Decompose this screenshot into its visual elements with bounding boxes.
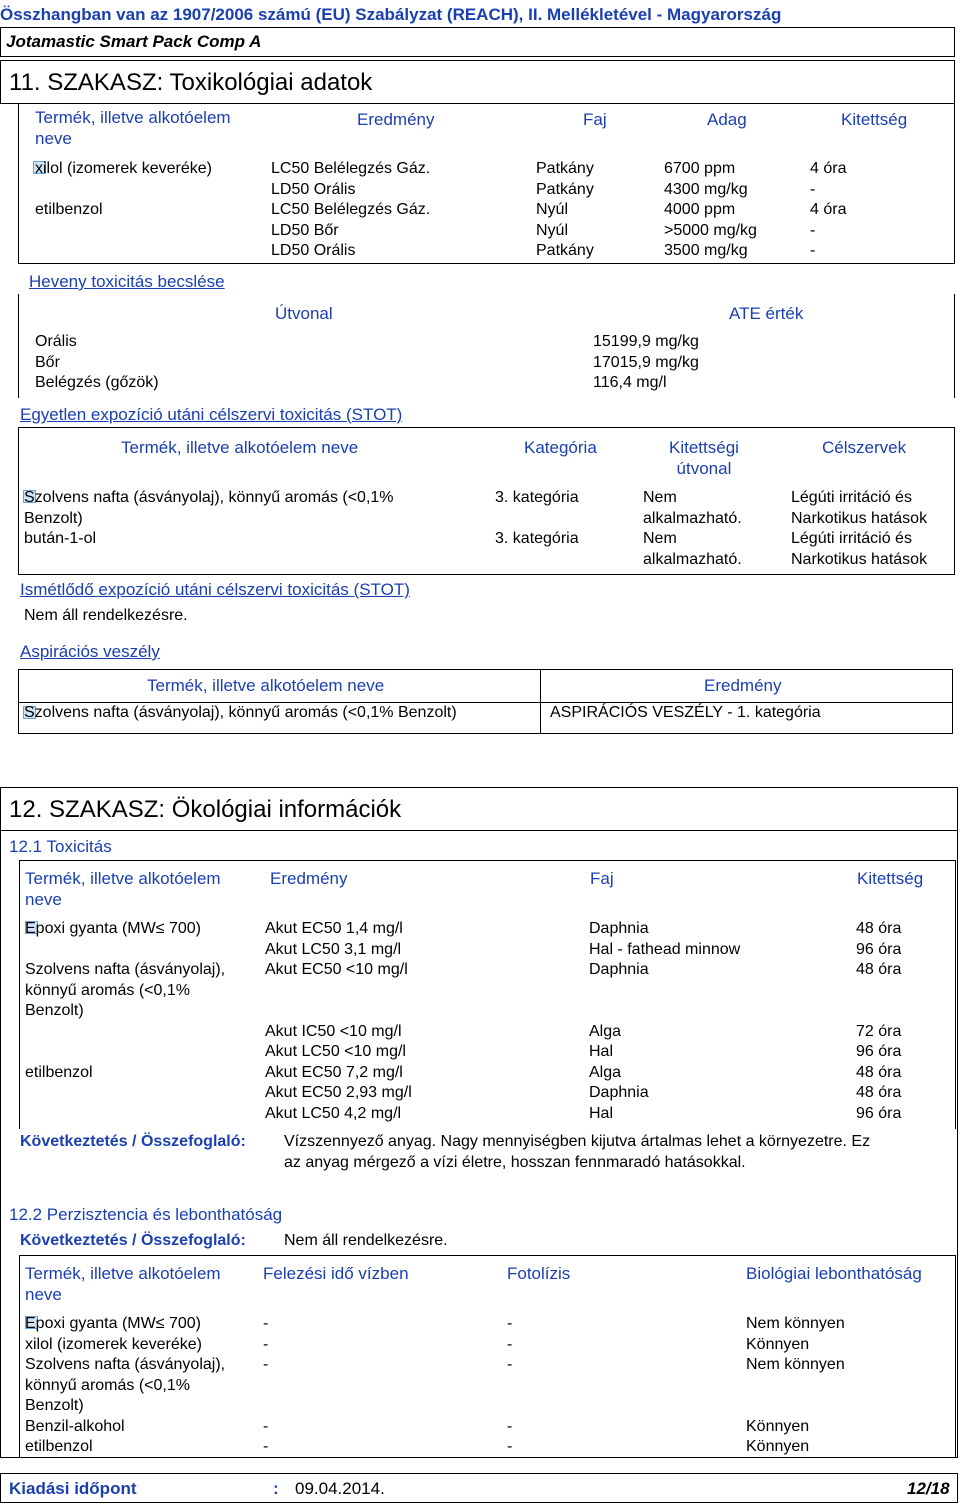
eco-header-name: Termék, illetve alkotóelem neve — [25, 869, 221, 909]
section11-title-box — [0, 60, 955, 104]
product-box — [0, 27, 955, 57]
stot-header-route: Kitettségi útvonal — [669, 438, 739, 478]
persistence-heading: 12.2 Perzisztencia és lebonthatóság — [9, 1205, 283, 1224]
pers-photolysis: - - - - - — [507, 1315, 513, 1455]
stot-repeated-heading: Ismétlődő expozíció utáni célszervi toxicitás (STOT) — [20, 580, 410, 599]
eco-results: Akut EC50 1,4 mg/l Akut LC50 3,1 mg/l Akut EC50 <10 mg/l Akut IC50 <10 mg/l Akut LC50 <10 mg/l Akut EC50 7,2 mg/l Akut EC50 2,93 mg/l Akut LC50 4,2 mg/l — [265, 920, 412, 1122]
pers-halflife: - - - - - — [263, 1315, 269, 1455]
tox-header-exposure: Kitettség — [841, 110, 908, 129]
footer-separator: : — [273, 1479, 279, 1498]
eco-header-species: Faj — [590, 869, 614, 888]
pers-header-photolysis: Fotolízis — [507, 1264, 571, 1283]
tox-exposures: 4 óra - 4 óra - - — [810, 160, 847, 259]
eco-header-exposure: Kitettség — [857, 869, 924, 888]
eco-names: Epoxi gyanta (MW≤ 700) Szolvens nafta (ásványolaj), könnyű aromás (<0,1% Benzolt) etilbenzol — [25, 920, 226, 1081]
acute-header-ate: ATE érték — [729, 304, 804, 323]
regulation-header: Összhangban van az 1907/2006 számú (EU) Szabályzat (REACH), II. Mellékletével - Magyarország — [0, 5, 782, 24]
eco-tox-table — [19, 860, 956, 1129]
acute-routes: Orális Bőr Belégzés (gőzök) — [35, 333, 159, 391]
tox-species: Patkány Patkány Nyúl Nyúl Patkány — [536, 160, 594, 259]
pers-header-halflife: Felezési idő vízben — [263, 1264, 409, 1283]
section11-title: 11. SZAKASZ: Toxikológiai adatok — [9, 69, 373, 96]
aspiration-table — [18, 669, 953, 734]
pers-biodeg: Nem könnyen Könnyen Nem könnyen Könnyen Könnyen — [746, 1315, 845, 1455]
footer-label: Kiadási időpont — [9, 1479, 137, 1498]
tox-conclusion-text: Vízszennyező anyag. Nagy mennyiségben kijutva ártalmas lehet a környezetre. Ez az anyag mérgező a vízi életre, hosszan fennmaradó hatásokkal. — [284, 1133, 871, 1171]
stot-names: Szolvens nafta (ásványolaj), könnyű aromás (<0,1% Benzolt) bután-1-ol — [24, 489, 394, 547]
eco-exposures: 48 óra 96 óra 48 óra 72 óra 96 óra 48 óra 48 óra 96 óra — [856, 920, 902, 1122]
footer-page: 12/18 — [907, 1479, 950, 1498]
aspiration-header-result: Eredmény — [704, 676, 782, 695]
stot-repeated-text: Nem áll rendelkezésre. — [24, 607, 188, 624]
tox-doses: 6700 ppm 4300 mg/kg 4000 ppm >5000 mg/kg 3500 mg/kg — [664, 160, 757, 259]
stot-categories: 3. kategória 3. kategória — [495, 489, 579, 547]
persistence-conclusion-label: Következtetés / Összefoglaló: — [20, 1232, 246, 1249]
acute-table — [18, 294, 955, 398]
tox-names: xilol (izomerek keveréke) etilbenzol — [35, 160, 212, 218]
eco-header-result: Eredmény — [270, 869, 348, 888]
stot-header-name: Termék, illetve alkotóelem neve — [121, 438, 359, 457]
persistence-table — [19, 1255, 956, 1458]
aspiration-row-divider — [19, 702, 952, 703]
pers-header-biodeg: Biológiai lebonthatóság — [746, 1264, 922, 1283]
stot-header-category: Kategória — [524, 438, 597, 457]
tox-table — [18, 104, 955, 264]
tox-header-dose: Adag — [707, 110, 747, 129]
footer-date: 09.04.2014. — [295, 1479, 385, 1498]
tox-header-species: Faj — [583, 110, 607, 129]
aspiration-heading: Aspirációs veszély — [20, 642, 160, 661]
section12-title: 12. SZAKASZ: Ökológiai információk — [9, 796, 402, 823]
pers-names: Epoxi gyanta (MW≤ 700) xilol (izomerek keveréke) Szolvens nafta (ásványolaj), könnyű aromás (<0,1% Benzolt) Benzil-alkohol etilbenzol — [25, 1315, 226, 1455]
aspiration-header-name: Termék, illetve alkotóelem neve — [147, 676, 385, 695]
product-name: Jotamastic Smart Pack Comp A — [6, 32, 262, 51]
tox-conclusion-label: Következtetés / Összefoglaló: — [20, 1133, 246, 1150]
acute-header-route: Útvonal — [275, 304, 333, 323]
tox-header-name: Termék, illetve alkotóelem neve — [35, 108, 231, 148]
pers-header-name: Termék, illetve alkotóelem neve — [25, 1264, 221, 1304]
persistence-conclusion-text: Nem áll rendelkezésre. — [284, 1232, 448, 1249]
eco-species: Daphnia Hal - fathead minnow Daphnia Alga Hal Alga Daphnia Hal — [589, 920, 741, 1122]
aspiration-result: ASPIRÁCIÓS VESZÉLY - 1. kategória — [550, 704, 821, 721]
stot-header-organs: Célszervek — [822, 438, 907, 457]
tox-results: LC50 Belélegzés Gáz. LD50 Orális LC50 Belélegzés Gáz. LD50 Bőr LD50 Orális — [271, 160, 431, 259]
stot-single-heading: Egyetlen expozíció utáni célszervi toxicitás (STOT) — [20, 405, 403, 424]
stot-single-table — [18, 427, 955, 575]
toxicity-heading: 12.1 Toxicitás — [9, 837, 112, 856]
footer-box — [0, 1473, 958, 1503]
section12-body — [0, 831, 958, 1458]
stot-organs: Légúti irritáció és Narkotikus hatások Légúti irritáció és Narkotikus hatások — [791, 489, 928, 568]
stot-routes: Nem alkalmazható. Nem alkalmazható. — [643, 489, 742, 568]
aspiration-name: Szolvens nafta (ásványolaj), könnyű aromás (<0,1% Benzolt) — [24, 704, 457, 721]
section12-title-box — [0, 787, 958, 831]
acute-values: 15199,9 mg/kg 17015,9 mg/kg 116,4 mg/l — [593, 333, 699, 391]
acute-heading: Heveny toxicitás becslése — [29, 272, 225, 291]
tox-header-result: Eredmény — [357, 110, 435, 129]
